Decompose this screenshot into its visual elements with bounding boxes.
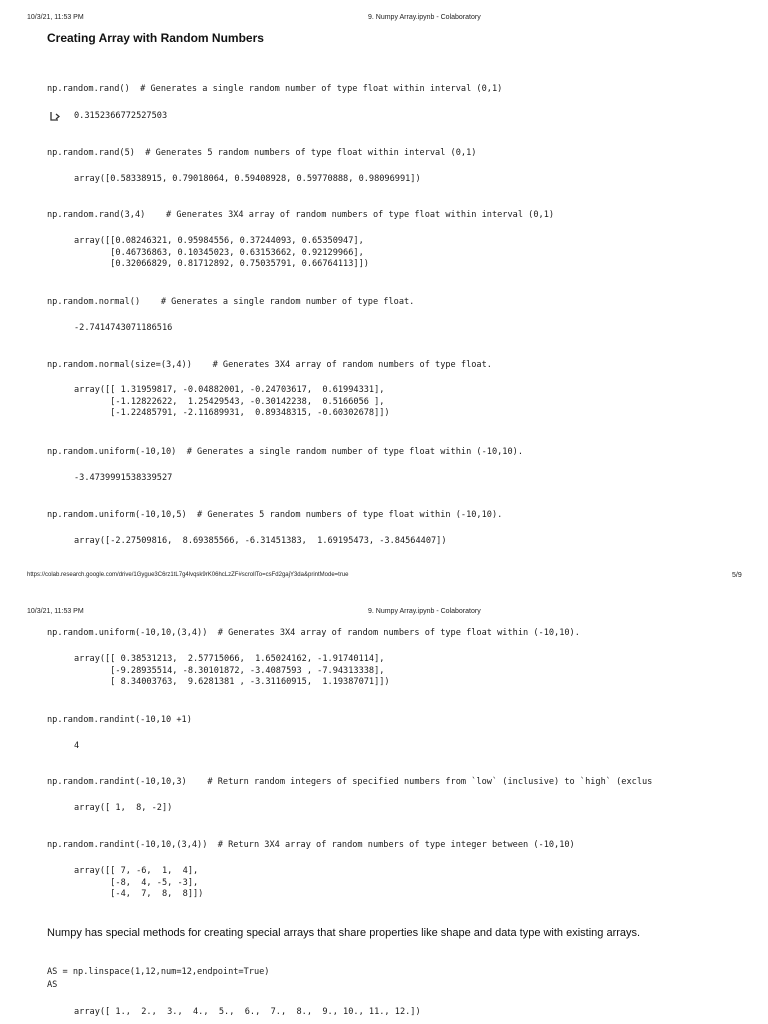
- cell-output: array([[ 0.38531213, 2.57715066, 1.65024162, -1.91740114], [-9.28935514, -8.30101872, -3.4087593 , -7.94313338], [ 8.34003763, 9.6281381 , -3.31160915, 1.19387071]]): [74, 654, 390, 687]
- code-cell[interactable]: np.random.rand(5) # Generates 5 random numbers of type float within interval (0,1): [47, 148, 477, 158]
- cell-output: array([ 1, 8, -2]): [74, 803, 173, 813]
- cell-output: array([[ 1.31959817, -0.04882001, -0.24703617, 0.61994331], [-1.12822622, 1.25429543, -0.30142238, 0.5166056 ], [-1.22485791, -2.11689931, 0.89348315, -0.60302678]]): [74, 385, 390, 418]
- code-cell[interactable]: np.random.rand() # Generates a single random number of type float within interval (0,1): [47, 84, 503, 94]
- output-arrow-icon: [49, 110, 61, 122]
- code-cell[interactable]: np.random.uniform(-10,10,(3,4)) # Generates 3X4 array of random numbers of type float within (-10,10).: [47, 628, 580, 638]
- markdown-text: Numpy has special methods for creating special arrays that share properties like shape and data type with existing arrays.: [47, 927, 641, 939]
- code-cell[interactable]: np.random.rand(3,4) # Generates 3X4 array of random numbers of type float within interval (0,1): [47, 210, 555, 220]
- code-cell[interactable]: np.random.randint(-10,10,3) # Return random integers of specified numbers from `low` (inclusive) to `high` (exclus: [47, 777, 653, 787]
- cell-output: array([-2.27509816, 8.69385566, -6.31451383, 1.69195473, -3.84564407]): [74, 536, 447, 546]
- code-cell[interactable]: np.random.normal(size=(3,4)) # Generates 3X4 array of random numbers of type float.: [47, 360, 492, 370]
- code-cell[interactable]: np.random.uniform(-10,10,5) # Generates 5 random numbers of type float within (-10,10).: [47, 510, 503, 520]
- cell-output: -3.4739991538339527: [74, 473, 173, 483]
- code-cell[interactable]: np.random.randint(-10,10 +1): [47, 715, 192, 725]
- section-heading: Creating Array with Random Numbers: [47, 31, 264, 45]
- cell-output: -2.7414743071186516: [74, 323, 173, 333]
- cell-output: array([[0.08246321, 0.95984556, 0.37244093, 0.65350947], [0.46736863, 0.10345023, 0.63153662, 0.92129966], [0.32066829, 0.81712892, 0.75035791, 0.66764113]]): [74, 236, 369, 269]
- code-cell[interactable]: np.random.uniform(-10,10) # Generates a single random number of type float within (-10,10).: [47, 447, 523, 457]
- page-footer-url[interactable]: https://colab.research.google.com/drive/1Gygue3C6rz1tL7g4lvqsk9rK06hcLzZF#scrollTo=csFd2gajY3da&printMode=true: [27, 572, 349, 578]
- cell-output: array([[ 7, -6, 1, 4], [-8, 4, -5, -3], [-4, 7, 8, 8]]): [74, 866, 204, 899]
- page-header-datetime: 10/3/21, 11:53 PM: [27, 608, 84, 615]
- page-header-notebook-title: 9. Numpy Array.ipynb - Colaboratory: [368, 14, 481, 21]
- page-number: 5/9: [732, 572, 742, 579]
- code-cell[interactable]: np.random.normal() # Generates a single random number of type float.: [47, 297, 415, 307]
- cell-output: 4: [74, 741, 80, 751]
- page-header-notebook-title: 9. Numpy Array.ipynb - Colaboratory: [368, 608, 481, 615]
- code-cell[interactable]: np.random.randint(-10,10,(3,4)) # Return 3X4 array of random numbers of type integer between (-10,10): [47, 840, 575, 850]
- code-cell[interactable]: AS = np.linspace(1,12,num=12,endpoint=True) AS: [47, 967, 270, 990]
- cell-output: array([ 1., 2., 3., 4., 5., 6., 7., 8., 9., 10., 11., 12.]): [74, 1007, 421, 1017]
- page-header-datetime: 10/3/21, 11:53 PM: [27, 14, 84, 21]
- cell-output: 0.3152366772527503: [74, 111, 168, 121]
- cell-output: array([0.58338915, 0.79018064, 0.59408928, 0.59770888, 0.98096991]): [74, 174, 421, 184]
